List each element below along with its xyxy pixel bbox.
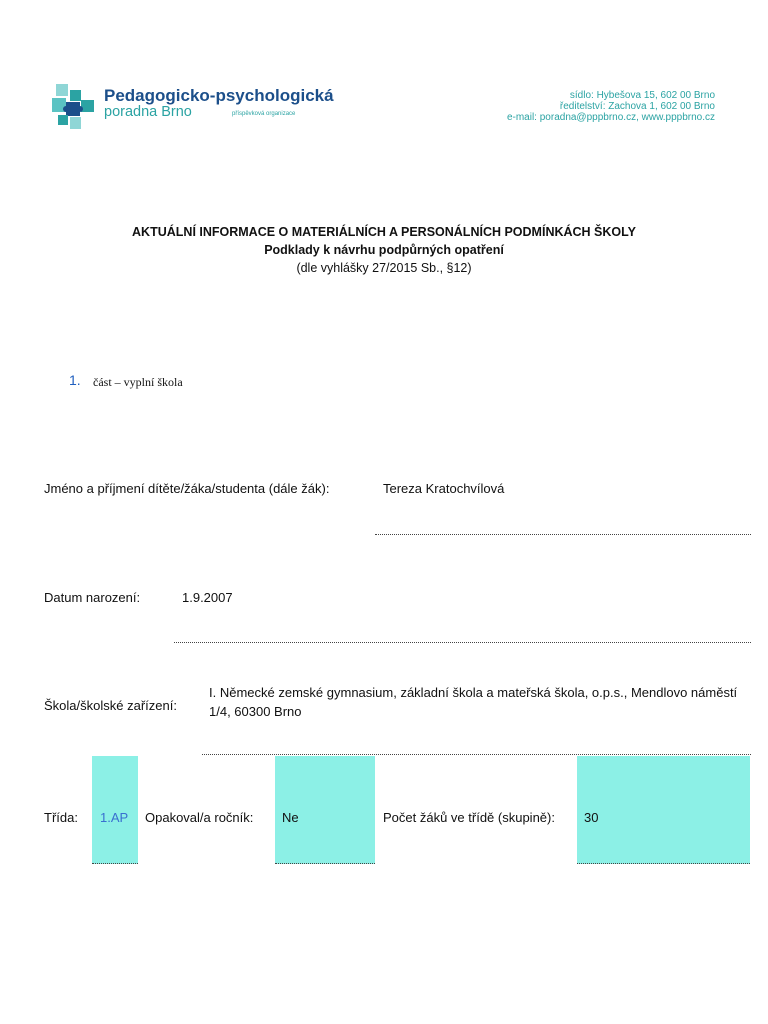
school-field[interactable]: I. Německé zemské gymnasium, základní škola a mateřská škola, o.p.s., Mendlovo náměstí 1/4, 60300 Brno xyxy=(209,685,738,719)
section-heading: část – vyplní škola xyxy=(93,375,183,389)
name-label: Jméno a příjmení dítěte/žáka/studenta (dále žák): xyxy=(44,481,330,496)
document-note: (dle vyhlášky 27/2015 Sb., §12) xyxy=(296,261,472,275)
name-underline xyxy=(375,534,751,535)
dob-underline xyxy=(174,642,751,643)
contact-director: ředitelství: Zachova 1, 602 00 Brno xyxy=(559,101,715,112)
dob-field[interactable]: 1.9.2007 xyxy=(182,590,233,605)
section-number: 1. xyxy=(69,372,81,388)
class-label: Třída: xyxy=(44,810,78,825)
name-field[interactable]: Tereza Kratochvílová xyxy=(383,481,505,496)
org-subtitle: příspěvková organizace xyxy=(232,111,296,117)
puzzle-logo-icon xyxy=(50,82,100,132)
document-title: AKTUÁLNÍ INFORMACE O MATERIÁLNÍCH A PERSONÁLNÍCH PODMÍNKÁCH ŠKOLY xyxy=(132,225,636,239)
count-label: Počet žáků ve třídě (skupině): xyxy=(383,810,555,825)
contact-email-web: e-mail: poradna@pppbrno.cz, www.pppbrno.cz xyxy=(506,112,715,123)
repeat-label: Opakoval/a ročník: xyxy=(145,810,254,825)
class-field[interactable]: 1.AP xyxy=(100,810,129,825)
count-field[interactable]: 30 xyxy=(584,810,599,825)
school-underline xyxy=(202,754,751,755)
document-subtitle: Podklady k návrhu podpůrných opatření xyxy=(264,243,504,257)
count-field-box[interactable] xyxy=(577,756,750,864)
dob-label: Datum narození: xyxy=(44,590,141,605)
repeat-field[interactable]: Ne xyxy=(282,810,299,825)
school-label: Škola/školské zařízení: xyxy=(44,698,177,713)
contact-seat: sídlo: Hybešova 15, 602 00 Brno xyxy=(569,90,715,101)
org-name-line1: Pedagogicko-psychologická xyxy=(104,86,334,105)
org-name-line2: poradna Brno xyxy=(104,104,192,120)
